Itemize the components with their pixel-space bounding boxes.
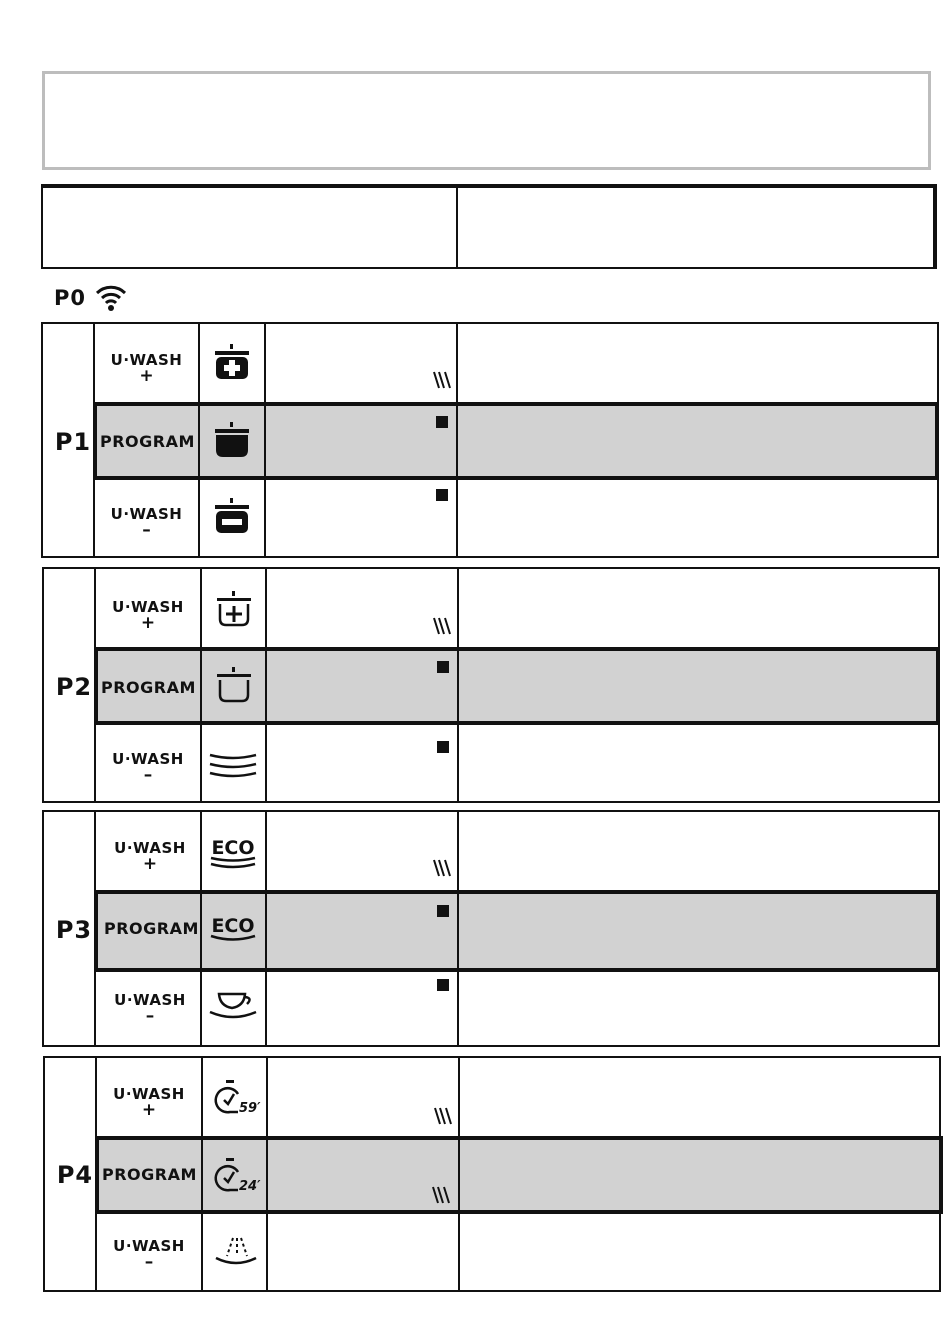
cup-icon — [207, 990, 259, 1022]
program-group-p4 — [43, 1056, 941, 1292]
pot-filled-icon — [212, 420, 252, 460]
group-label: P4 — [56, 1161, 94, 1189]
mode-label: U·WASH – — [113, 1237, 185, 1272]
half-load-icon — [432, 1105, 454, 1127]
pot-outline-icon — [214, 665, 254, 705]
timer-59-icon — [208, 1078, 264, 1118]
waves-icon — [207, 749, 259, 781]
program-group-p3 — [42, 810, 940, 1047]
mode-label: PROGRAM — [100, 432, 195, 451]
mode-label: U·WASH – — [110, 505, 183, 540]
svg-text:59′: 59′ — [239, 1101, 261, 1116]
group-label: P2 — [55, 673, 93, 701]
mode-label: PROGRAM — [104, 919, 199, 938]
program-group-p2 — [42, 567, 940, 803]
pot-plus-filled-icon — [212, 342, 252, 382]
pot-minus-filled-icon — [212, 496, 252, 536]
program-group-p1 — [41, 322, 939, 558]
rinse-icon — [213, 1234, 259, 1270]
mode-label: U·WASH + — [110, 351, 183, 386]
mode-label: U·WASH + — [113, 1085, 185, 1120]
mode-label: PROGRAM — [101, 678, 196, 697]
svg-text:24′: 24′ — [239, 1179, 261, 1194]
half-load-icon — [431, 615, 453, 637]
mode-label: U·WASH – — [114, 991, 186, 1026]
group-label: P1 — [54, 428, 92, 456]
mode-label: U·WASH + — [112, 598, 184, 633]
header-divider — [456, 188, 458, 267]
p0-row — [54, 284, 128, 312]
half-load-icon — [431, 369, 453, 391]
marker-square — [436, 489, 448, 501]
marker-square — [437, 661, 449, 673]
pot-plus-outline-icon — [214, 589, 254, 629]
marker-square — [437, 979, 449, 991]
marker-square — [437, 905, 449, 917]
p0-label: P0 — [54, 286, 87, 310]
mode-label: PROGRAM — [102, 1165, 197, 1184]
group-label: P3 — [55, 916, 93, 944]
header-table — [41, 184, 937, 269]
wifi-icon — [94, 284, 128, 312]
timer-24-icon — [208, 1156, 264, 1196]
mode-label: U·WASH + — [114, 839, 186, 874]
svg-text:ECO: ECO — [211, 915, 255, 937]
mode-label: U·WASH – — [112, 750, 184, 785]
half-load-icon — [431, 857, 453, 879]
eco-icon — [207, 912, 259, 946]
svg-text:ECO: ECO — [211, 837, 255, 859]
half-load-icon — [430, 1184, 452, 1206]
title-box — [42, 71, 931, 170]
marker-square — [437, 741, 449, 753]
eco-plus-icon — [207, 836, 259, 872]
marker-square — [436, 416, 448, 428]
